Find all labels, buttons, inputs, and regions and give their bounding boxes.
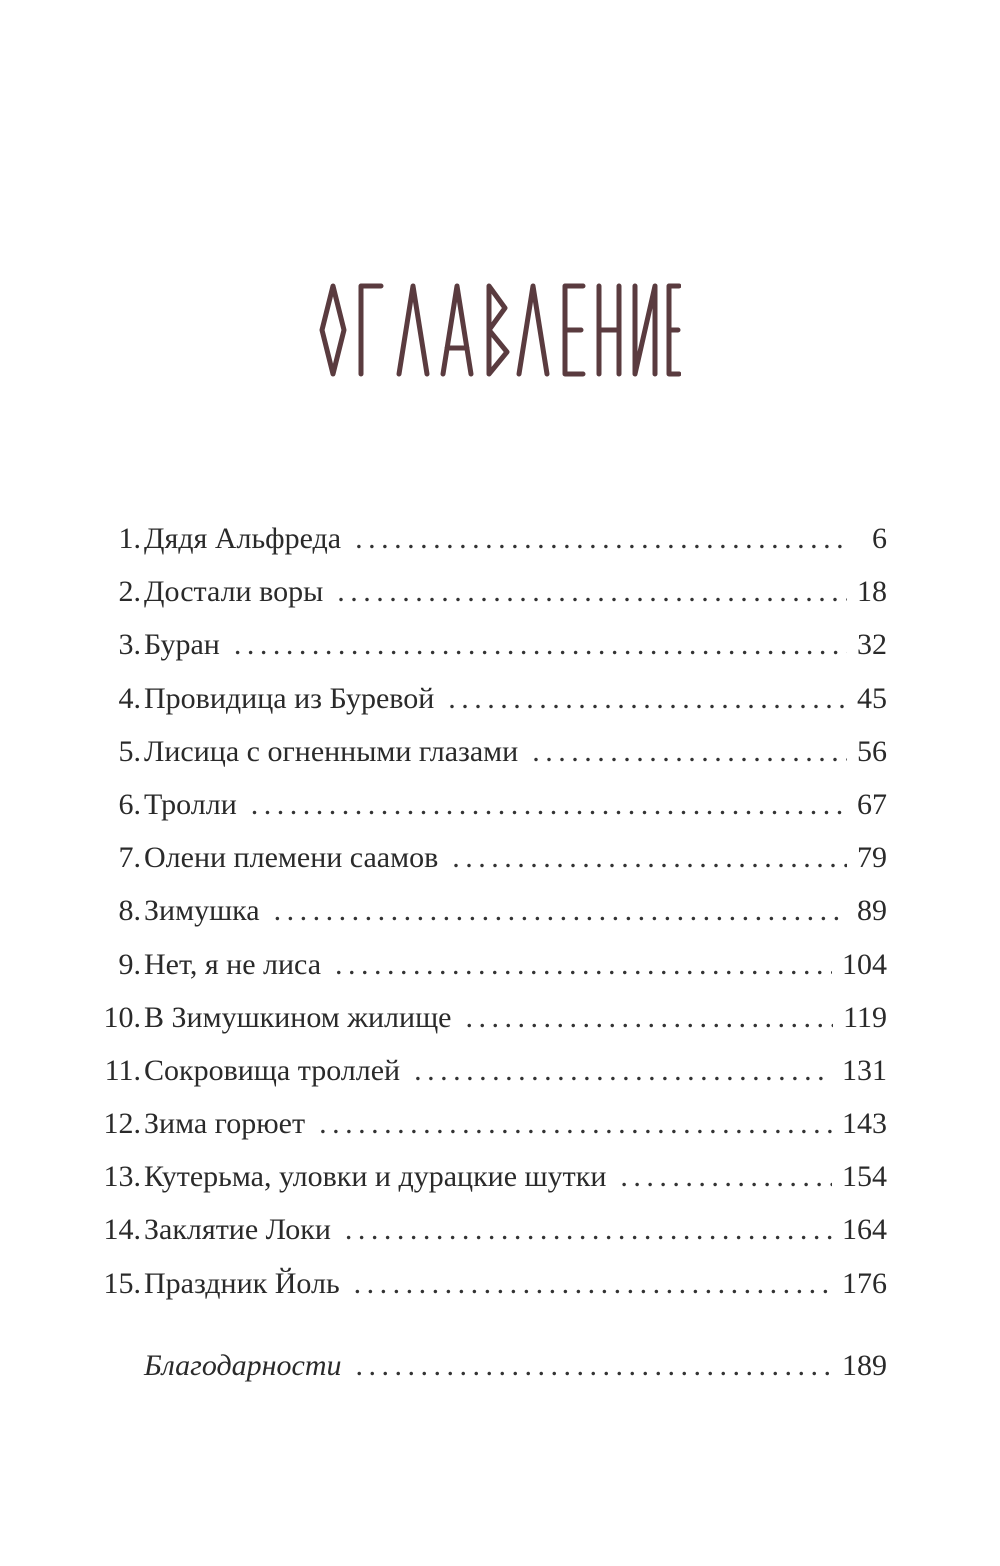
chapter-number: 11. xyxy=(104,1053,141,1087)
chapter-number: 1. xyxy=(118,522,141,555)
acknowledgements-title: Благодарности xyxy=(144,1348,342,1382)
dot-leader xyxy=(532,725,847,778)
page-number: 67 xyxy=(857,787,887,821)
chapter-number: 10. xyxy=(103,1000,141,1034)
chapter-title: Дядя Альфреда xyxy=(144,522,342,555)
page-number: 18 xyxy=(857,575,887,609)
page-number: 143 xyxy=(842,1107,887,1141)
table-of-contents xyxy=(95,512,887,1392)
dot-leader xyxy=(452,831,847,884)
chapter-title: В Зимушкином жилище xyxy=(144,1000,452,1034)
toc-entry-acknowledgements[interactable] xyxy=(95,1339,887,1392)
dot-leader xyxy=(251,778,847,831)
chapter-number: 8. xyxy=(118,894,141,928)
chapter-title: Сокровища троллей xyxy=(144,1053,401,1087)
chapter-number: 4. xyxy=(118,681,141,715)
toc-entry[interactable] xyxy=(95,1044,887,1097)
dot-leader xyxy=(355,512,847,565)
dot-leader xyxy=(466,991,834,1044)
dot-leader xyxy=(354,1257,832,1310)
page-number: 89 xyxy=(857,894,887,928)
toc-entry[interactable] xyxy=(95,1257,887,1310)
toc-entry[interactable] xyxy=(95,618,887,671)
page-number: 189 xyxy=(842,1348,887,1382)
chapter-title: Зима горюет xyxy=(144,1107,306,1141)
toc-entry[interactable] xyxy=(95,991,887,1044)
toc-entry[interactable] xyxy=(95,672,887,725)
toc-entry[interactable] xyxy=(95,512,887,565)
chapter-title: Праздник Йоль xyxy=(144,1266,340,1300)
toc-entry[interactable] xyxy=(95,565,887,618)
toc-entry[interactable] xyxy=(95,884,887,937)
chapter-number: 5. xyxy=(118,734,141,768)
chapter-number: 2. xyxy=(118,575,141,609)
toc-entry[interactable] xyxy=(95,1150,887,1203)
page-number: 131 xyxy=(842,1053,887,1087)
chapter-number: 14. xyxy=(103,1213,141,1247)
page-number: 164 xyxy=(842,1213,887,1247)
dot-leader xyxy=(414,1044,832,1097)
dot-leader xyxy=(274,884,847,937)
chapter-title: Буран xyxy=(144,628,220,662)
page-number: 32 xyxy=(857,628,887,662)
toc-entry[interactable] xyxy=(95,1203,887,1256)
page-number: 104 xyxy=(842,947,887,981)
dot-leader xyxy=(356,1339,833,1392)
page-number: 45 xyxy=(857,681,887,715)
chapter-number: 9. xyxy=(118,947,141,981)
chapter-title: Провидица из Буревой xyxy=(144,681,435,715)
page-number: 119 xyxy=(843,1000,887,1034)
chapter-number: 13. xyxy=(103,1160,141,1194)
dot-leader xyxy=(335,938,832,991)
toc-entry[interactable] xyxy=(95,725,887,778)
chapter-title: Тролли xyxy=(144,787,237,821)
chapter-title: Олени племени саамов xyxy=(144,841,439,875)
chapter-number: 6. xyxy=(118,787,141,821)
dot-leader xyxy=(620,1150,832,1203)
chapter-title: Достали воры xyxy=(144,575,324,609)
chapter-title: Зимушка xyxy=(144,894,260,928)
page-number: 79 xyxy=(857,841,887,875)
toc-entry[interactable] xyxy=(95,1097,887,1150)
dot-leader xyxy=(345,1203,832,1256)
toc-entry[interactable] xyxy=(95,831,887,884)
dot-leader xyxy=(234,618,847,671)
chapter-title: Нет, я не лиса xyxy=(144,947,322,981)
chapter-number: 12. xyxy=(103,1107,141,1141)
chapter-title: Кутерьма, уловки и дурацкие шутки xyxy=(144,1160,607,1194)
dot-leader xyxy=(319,1097,832,1150)
toc-entry[interactable] xyxy=(95,778,887,831)
page-number: 176 xyxy=(842,1266,887,1300)
chapter-number: 7. xyxy=(118,841,141,875)
toc-entry[interactable] xyxy=(95,938,887,991)
chapter-title: Лисица с огненными глазами xyxy=(144,734,519,768)
dot-leader xyxy=(337,565,847,618)
page-number: 6 xyxy=(872,522,887,555)
heading-lettering xyxy=(319,282,681,378)
page-heading xyxy=(0,282,1000,383)
chapter-title: Заклятие Локи xyxy=(144,1213,331,1247)
page-number: 56 xyxy=(857,734,887,768)
page-number: 154 xyxy=(842,1160,887,1194)
chapter-number: 3. xyxy=(118,628,141,662)
chapter-number: 15. xyxy=(103,1266,141,1300)
dot-leader xyxy=(448,672,847,725)
